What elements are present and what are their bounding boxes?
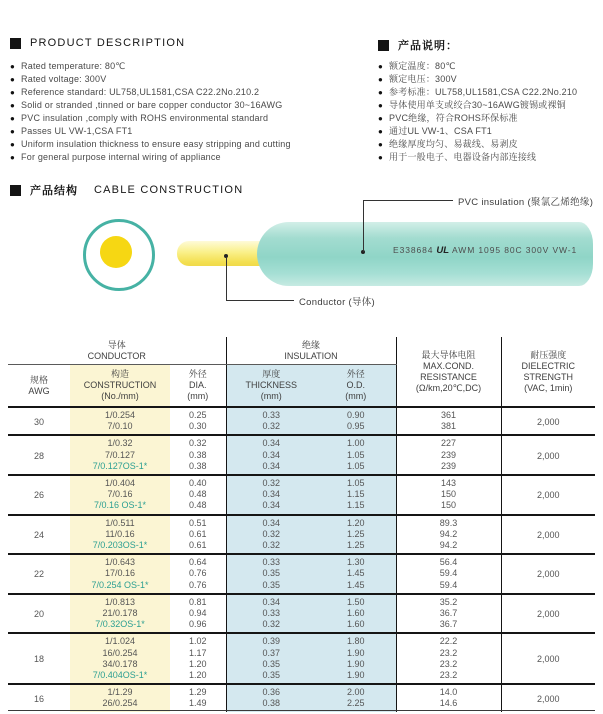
awg-value: 28 bbox=[8, 435, 70, 475]
thickness-value: 0.32 bbox=[226, 529, 316, 540]
table-bottom-rule bbox=[8, 710, 595, 711]
od-value: 1.50 bbox=[316, 594, 396, 608]
spec-bullet-item bbox=[10, 151, 291, 164]
pvc-insulation-label: PVC insulation (聚氯乙烯绝缘) bbox=[458, 197, 594, 208]
awg-value: 24 bbox=[8, 515, 70, 555]
table-row bbox=[8, 475, 595, 489]
bullet-icon: ● bbox=[10, 140, 16, 149]
bullet-icon: ● bbox=[378, 75, 384, 84]
resistance-value: 23.2 bbox=[396, 659, 501, 670]
cable-construction-header bbox=[10, 182, 243, 198]
spec-bullet-item bbox=[378, 151, 577, 164]
awg-value: 30 bbox=[8, 407, 70, 435]
thickness-value: 0.32 bbox=[226, 421, 316, 435]
od-value: 1.15 bbox=[316, 500, 396, 514]
construction-value: 7/0.127OS-1* bbox=[70, 461, 170, 475]
dielectric-value: 2,000 bbox=[501, 475, 595, 515]
dia-value: 0.94 bbox=[170, 608, 226, 619]
resistance-value: 14.0 bbox=[396, 684, 501, 698]
od-header: 外径 O.D. (mm) bbox=[316, 365, 396, 408]
construction-value: 7/0.16 bbox=[70, 489, 170, 500]
dia-value: 0.61 bbox=[170, 529, 226, 540]
spec-bullet-text: 额定电压：300V bbox=[389, 74, 457, 84]
table-row bbox=[8, 684, 595, 698]
spec-bullet-item bbox=[10, 138, 291, 151]
od-value: 1.30 bbox=[316, 554, 396, 568]
spec-bullet-item bbox=[10, 99, 291, 112]
dia-value: 0.40 bbox=[170, 475, 226, 489]
spec-bullet-text: PVC绝缘，符合ROHS环保标准 bbox=[389, 113, 518, 123]
construction-value: 1/0.404 bbox=[70, 475, 170, 489]
resistance-value: 35.2 bbox=[396, 594, 501, 608]
spec-bullet-item bbox=[378, 60, 577, 73]
bullet-icon: ● bbox=[378, 153, 384, 162]
thickness-value: 0.32 bbox=[226, 475, 316, 489]
cable-marking-number: E338684 bbox=[393, 245, 434, 255]
dia-value: 1.49 bbox=[170, 698, 226, 711]
od-value: 1.05 bbox=[316, 475, 396, 489]
spec-bullet-item bbox=[378, 125, 577, 138]
cable-cross-section-core bbox=[100, 236, 132, 268]
table-row bbox=[8, 633, 595, 647]
bullet-icon: ● bbox=[10, 101, 16, 110]
bullet-icon: ● bbox=[10, 127, 16, 136]
product-description-cn-list bbox=[378, 60, 577, 164]
dielectric-header: 耐压强度 DIELECTRIC STRENGTH (VAC, 1min) bbox=[501, 337, 595, 407]
dia-value: 0.76 bbox=[170, 580, 226, 594]
awg-value: 22 bbox=[8, 554, 70, 594]
od-value: 1.90 bbox=[316, 648, 396, 659]
spec-bullet-text: For general purpose internal wiring of appliance bbox=[21, 152, 221, 162]
dia-value: 1.02 bbox=[170, 633, 226, 647]
product-description-title: PRODUCT DESCRIPTION bbox=[30, 37, 186, 49]
od-value: 1.05 bbox=[316, 450, 396, 461]
od-value: 1.05 bbox=[316, 461, 396, 475]
resistance-value: 23.2 bbox=[396, 648, 501, 659]
od-value: 1.90 bbox=[316, 659, 396, 670]
od-value: 0.95 bbox=[316, 421, 396, 435]
spec-bullet-text: PVC insulation ,comply with ROHS environmental standard bbox=[21, 113, 269, 123]
resistance-value: 361 bbox=[396, 407, 501, 421]
construction-value: 7/0.203OS-1* bbox=[70, 540, 170, 554]
resistance-value: 143 bbox=[396, 475, 501, 489]
spec-bullet-item bbox=[10, 125, 291, 138]
spec-bullet-text: 导体使用单支或绞合30~16AWG镀锡或裸铜 bbox=[389, 100, 566, 110]
spec-bullet-text: Reference standard: UL758,UL1581,CSA C22.2No.210.2 bbox=[21, 87, 260, 97]
construction-value: 7/0.32OS-1* bbox=[70, 619, 170, 633]
bullet-icon: ● bbox=[378, 88, 384, 97]
table-row bbox=[8, 435, 595, 449]
spec-bullet-text: 额定温度：80℃ bbox=[389, 61, 456, 71]
thickness-value: 0.34 bbox=[226, 500, 316, 514]
od-value: 0.90 bbox=[316, 407, 396, 421]
pvc-leader-horizontal bbox=[363, 200, 453, 201]
construction-value: 7/0.16 OS-1* bbox=[70, 500, 170, 514]
spec-bullet-text: 通过UL VW-1、CSA FT1 bbox=[389, 126, 492, 136]
construction-value: 1/0.511 bbox=[70, 515, 170, 529]
od-value: 1.25 bbox=[316, 529, 396, 540]
construction-header: 构造 CONSTRUCTION (No./mm) bbox=[70, 365, 170, 408]
dia-value: 0.61 bbox=[170, 540, 226, 554]
od-value: 1.90 bbox=[316, 670, 396, 684]
thickness-value: 0.34 bbox=[226, 515, 316, 529]
construction-value: 1/0.813 bbox=[70, 594, 170, 608]
construction-value: 21/0.178 bbox=[70, 608, 170, 619]
od-value: 1.00 bbox=[316, 435, 396, 449]
bullet-icon: ● bbox=[10, 153, 16, 162]
spec-bullet-item bbox=[10, 60, 291, 73]
thickness-value: 0.34 bbox=[226, 435, 316, 449]
cable-construction-title-en: CABLE CONSTRUCTION bbox=[94, 184, 244, 196]
dia-value: 0.32 bbox=[170, 435, 226, 449]
od-value: 1.45 bbox=[316, 568, 396, 579]
thickness-value: 0.36 bbox=[226, 684, 316, 698]
dia-value: 0.51 bbox=[170, 515, 226, 529]
resistance-value: 89.3 bbox=[396, 515, 501, 529]
construction-value: 1/1.024 bbox=[70, 633, 170, 647]
cable-marking-spec: AWM 1095 80C 300V VW-1 bbox=[452, 245, 578, 255]
construction-value: 16/0.254 bbox=[70, 648, 170, 659]
dia-value: 1.20 bbox=[170, 659, 226, 670]
dielectric-value: 2,000 bbox=[501, 594, 595, 634]
spec-bullet-item bbox=[378, 112, 577, 125]
thickness-value: 0.34 bbox=[226, 450, 316, 461]
spec-bullet-text: 参考标准：UL758,UL1581,CSA C22.2No.210 bbox=[389, 87, 578, 97]
od-value: 1.60 bbox=[316, 608, 396, 619]
spec-bullet-text: Uniform insulation thickness to ensure easy stripping and cutting bbox=[21, 139, 291, 149]
construction-value: 7/0.254 OS-1* bbox=[70, 580, 170, 594]
bullet-icon: ● bbox=[378, 114, 384, 123]
dia-value: 0.76 bbox=[170, 568, 226, 579]
dielectric-value: 2,000 bbox=[501, 684, 595, 711]
od-value: 2.00 bbox=[316, 684, 396, 698]
dia-value: 0.81 bbox=[170, 594, 226, 608]
dia-value: 0.38 bbox=[170, 450, 226, 461]
section-square-icon bbox=[10, 38, 21, 49]
dia-value: 1.29 bbox=[170, 684, 226, 698]
resistance-value: 59.4 bbox=[396, 580, 501, 594]
resistance-value: 36.7 bbox=[396, 619, 501, 633]
dia-value: 0.48 bbox=[170, 500, 226, 514]
spec-bullet-text: Passes UL VW-1,CSA FT1 bbox=[21, 126, 133, 136]
construction-value: 7/0.127 bbox=[70, 450, 170, 461]
construction-value: 34/0.178 bbox=[70, 659, 170, 670]
thickness-value: 0.33 bbox=[226, 554, 316, 568]
spec-bullet-item bbox=[378, 99, 577, 112]
ul-mark-icon: UL bbox=[436, 245, 450, 256]
spec-bullet-item bbox=[378, 73, 577, 86]
construction-value: 1/1.29 bbox=[70, 684, 170, 698]
spec-bullet-text: 绝缘厚度均匀、易裁线、易剥皮 bbox=[389, 139, 518, 149]
specification-table bbox=[8, 337, 595, 712]
resistance-value: 239 bbox=[396, 450, 501, 461]
dielectric-value: 2,000 bbox=[501, 515, 595, 555]
thickness-value: 0.37 bbox=[226, 648, 316, 659]
table-row bbox=[8, 554, 595, 568]
od-value: 1.25 bbox=[316, 540, 396, 554]
dia-value: 0.30 bbox=[170, 421, 226, 435]
construction-value: 1/0.643 bbox=[70, 554, 170, 568]
spec-bullet-item bbox=[10, 112, 291, 125]
dia-value: 0.96 bbox=[170, 619, 226, 633]
dielectric-value: 2,000 bbox=[501, 435, 595, 475]
thickness-value: 0.35 bbox=[226, 580, 316, 594]
od-value: 1.45 bbox=[316, 580, 396, 594]
awg-value: 26 bbox=[8, 475, 70, 515]
awg-value: 20 bbox=[8, 594, 70, 634]
resistance-value: 14.6 bbox=[396, 698, 501, 711]
resistance-value: 381 bbox=[396, 421, 501, 435]
resistance-value: 94.2 bbox=[396, 540, 501, 554]
thickness-value: 0.35 bbox=[226, 659, 316, 670]
awg-header: 规格 AWG bbox=[8, 365, 70, 408]
product-description-header bbox=[10, 37, 185, 49]
awg-value: 18 bbox=[8, 633, 70, 684]
construction-value: 1/0.254 bbox=[70, 407, 170, 421]
construction-value: 1/0.32 bbox=[70, 435, 170, 449]
spec-bullet-item bbox=[378, 138, 577, 151]
bullet-icon: ● bbox=[10, 62, 16, 71]
resistance-value: 150 bbox=[396, 500, 501, 514]
dia-value: 1.17 bbox=[170, 648, 226, 659]
thickness-value: 0.32 bbox=[226, 619, 316, 633]
dia-value: 0.25 bbox=[170, 407, 226, 421]
bullet-icon: ● bbox=[378, 127, 384, 136]
pvc-leader-vertical bbox=[363, 200, 364, 252]
product-description-list bbox=[10, 60, 291, 164]
construction-value: 17/0.16 bbox=[70, 568, 170, 579]
thickness-value: 0.34 bbox=[226, 461, 316, 475]
insulation-group-header: 绝缘 INSULATION bbox=[226, 337, 396, 365]
thickness-value: 0.38 bbox=[226, 698, 316, 711]
thickness-value: 0.35 bbox=[226, 670, 316, 684]
construction-value: 7/0.404OS-1* bbox=[70, 670, 170, 684]
od-value: 1.15 bbox=[316, 489, 396, 500]
awg-value: 16 bbox=[8, 684, 70, 711]
od-value: 2.25 bbox=[316, 698, 396, 711]
table-row bbox=[8, 594, 595, 608]
dia-value: 0.38 bbox=[170, 461, 226, 475]
bullet-icon: ● bbox=[10, 88, 16, 97]
thickness-value: 0.32 bbox=[226, 540, 316, 554]
thickness-value: 0.39 bbox=[226, 633, 316, 647]
dielectric-value: 2,000 bbox=[501, 633, 595, 684]
spec-bullet-item bbox=[10, 86, 291, 99]
dia-value: 0.64 bbox=[170, 554, 226, 568]
conductor-leader-horizontal bbox=[226, 300, 294, 301]
bullet-icon: ● bbox=[10, 114, 16, 123]
table-row bbox=[8, 515, 595, 529]
resistance-value: 227 bbox=[396, 435, 501, 449]
dia-header: 外径 DIA. (mm) bbox=[170, 365, 226, 408]
resistance-header: 最大导体电阻 MAX.COND. RESISTANCE (Ω/km,20℃,DC) bbox=[396, 337, 501, 407]
dielectric-value: 2,000 bbox=[501, 407, 595, 435]
cable-marking bbox=[393, 245, 577, 256]
spec-bullet-text: 用于一般电子、电器设备内部连接线 bbox=[389, 152, 537, 162]
resistance-value: 150 bbox=[396, 489, 501, 500]
resistance-value: 23.2 bbox=[396, 670, 501, 684]
resistance-value: 94.2 bbox=[396, 529, 501, 540]
spec-bullet-text: Rated temperature: 80℃ bbox=[21, 61, 126, 71]
section-square-icon bbox=[10, 185, 21, 196]
dielectric-value: 2,000 bbox=[501, 554, 595, 594]
dia-value: 0.48 bbox=[170, 489, 226, 500]
bullet-icon: ● bbox=[378, 101, 384, 110]
spec-bullet-item bbox=[378, 86, 577, 99]
bullet-icon: ● bbox=[378, 62, 384, 71]
od-value: 1.20 bbox=[316, 515, 396, 529]
product-description-cn-header bbox=[378, 37, 458, 53]
thickness-value: 0.34 bbox=[226, 594, 316, 608]
product-description-cn-title: 产品说明： bbox=[398, 40, 458, 52]
cable-construction-title-cn: 产品结构 bbox=[30, 185, 78, 197]
resistance-value: 59.4 bbox=[396, 568, 501, 579]
section-square-icon bbox=[378, 40, 389, 51]
dia-value: 1.20 bbox=[170, 670, 226, 684]
construction-value: 7/0.10 bbox=[70, 421, 170, 435]
construction-value: 11/0.16 bbox=[70, 529, 170, 540]
spec-bullet-item bbox=[10, 73, 291, 86]
construction-value: 26/0.254 bbox=[70, 698, 170, 711]
thickness-value: 0.33 bbox=[226, 407, 316, 421]
conductor-label: Conductor (导体) bbox=[299, 297, 375, 308]
od-value: 1.60 bbox=[316, 619, 396, 633]
bullet-icon: ● bbox=[378, 140, 384, 149]
bullet-icon: ● bbox=[10, 75, 16, 84]
thickness-value: 0.34 bbox=[226, 489, 316, 500]
table-row bbox=[8, 407, 595, 421]
spec-bullet-text: Rated voltage: 300V bbox=[21, 74, 107, 84]
thickness-value: 0.33 bbox=[226, 608, 316, 619]
thickness-value: 0.35 bbox=[226, 568, 316, 579]
od-value: 1.80 bbox=[316, 633, 396, 647]
resistance-value: 239 bbox=[396, 461, 501, 475]
resistance-value: 56.4 bbox=[396, 554, 501, 568]
resistance-value: 36.7 bbox=[396, 608, 501, 619]
spec-bullet-text: Solid or stranded ,tinned or bare copper conductor 30~16AWG bbox=[21, 100, 283, 110]
resistance-value: 22.2 bbox=[396, 633, 501, 647]
conductor-leader-vertical bbox=[226, 257, 227, 301]
conductor-group-header: 导体 CONDUCTOR bbox=[8, 337, 226, 365]
thickness-header: 厚度 THICKNESS (mm) bbox=[226, 365, 316, 408]
